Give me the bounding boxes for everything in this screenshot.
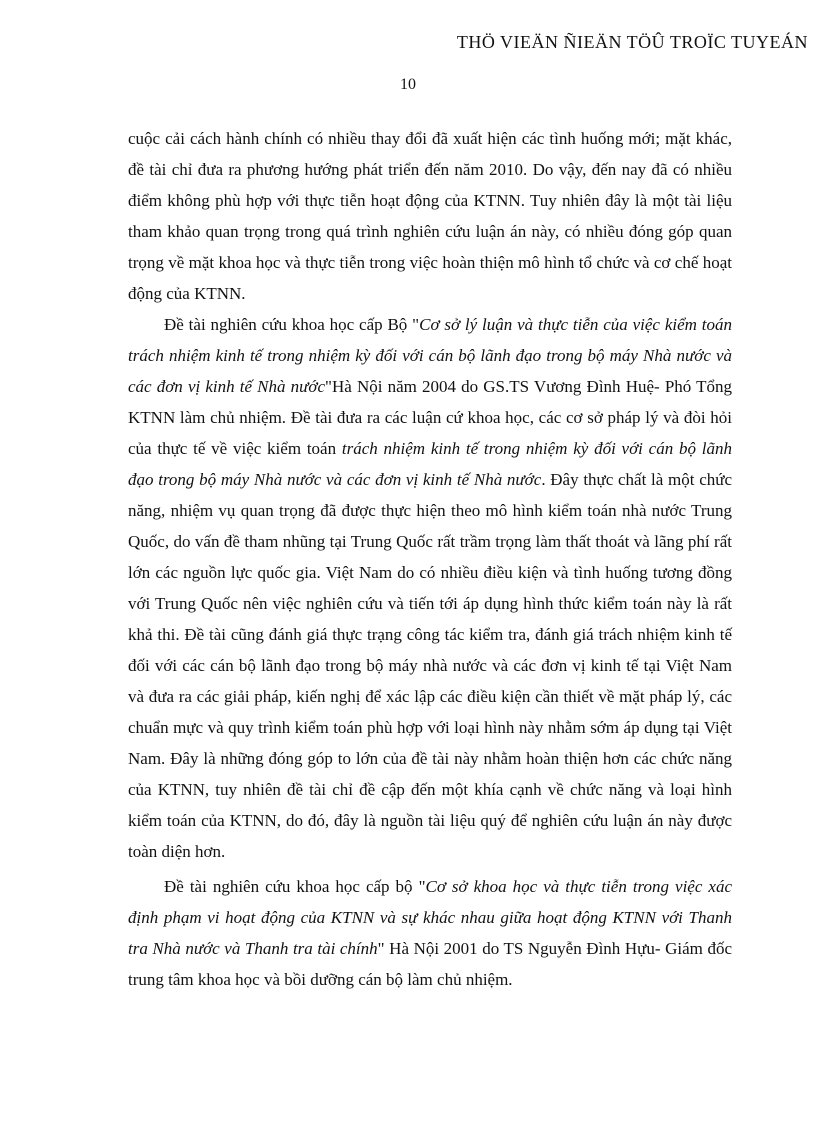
page-number: 10 [400, 76, 416, 93]
text-run: Đề tài nghiên cứu khoa học cấp bộ " [164, 877, 426, 896]
text-run: cuộc cải cách hành chính có nhiều thay đổi đã xuất hiện các tình huống mới; mặt khác, đề tài chỉ đưa ra phương hướng phát triển đến năm 2010. Do vậy, đến nay đã có nhiều điểm không phù hợp với thực tiễn hoạt động của KTNN. Tuy nhiên đây là một tài liệu tham khảo quan trọng trong quá trình nghiên cứu luận án này, có nhiều đóng góp quan trọng về mặt khoa học và thực tiễn trong việc hoàn thiện mô hình tổ chức và cơ chế hoạt động của KTNN. [128, 129, 732, 303]
italic-title: Cơ sở lý luận và thực tiễn của việc kiểm toán trách nhiệm kinh tế trong nhiệm kỳ đối với cán bộ lãnh đạo trong bộ máy Nhà nước và các đơn vị kinh tế Nhà nước [128, 315, 732, 396]
italic-title: Cơ sở khoa học và thực tiễn trong việc xác định phạm vi hoạt động của KTNN và sự khác nhau giữa hoạt động KTNN với Thanh tra Nhà nước và Thanh tra tài chính [128, 877, 732, 958]
italic-phrase: trách nhiệm kinh tế trong nhiệm kỳ đối với cán bộ lãnh đạo trong bộ máy Nhà nước và các đơn vị kinh tế Nhà nước [128, 439, 732, 489]
body-text [128, 123, 732, 995]
paragraph-2 [128, 309, 732, 867]
text-run: "Hà Nội năm 2004 do GS.TS Vương Đình Huệ- Phó Tổng KTNN làm chủ nhiệm. Đề tài đưa ra các luận cứ khoa học, các cơ sở pháp lý và đòi hỏi của thực tế về việc kiểm toán [128, 377, 732, 458]
paragraph-1 [128, 123, 732, 309]
text-run: . Đây thực chất là một chức năng, nhiệm vụ quan trọng đã được thực hiện theo mô hình kiểm toán nhà nước Trung Quốc, do vấn đề tham nhũng tại Trung Quốc rất trầm trọng làm thất thoát và lãng phí rất lớn các nguồn lực quốc gia. Việt Nam do có nhiều điều kiện và tình huống tương đồng với Trung Quốc nên việc nghiên cứu và tiến tới áp dụng hình thức kiểm toán này là rất khả thi. Đề tài cũng đánh giá thực trạng công tác kiểm tra, đánh giá trách nhiệm kinh tế đối với các cán bộ lãnh đạo trong bộ máy nhà nước và các đơn vị kinh tế tại Việt Nam và đưa ra các giải pháp, kiến nghị để xác lập các điều kiện cần thiết về mặt pháp lý, các chuẩn mực và quy trình kiểm toán phù hợp với loại hình này nhằm sớm áp dụng tại Việt Nam. Đây là những đóng góp to lớn của đề tài này nhằm hoàn thiện hơn các chức năng của KTNN, tuy nhiên đề tài chỉ đề cập đến một khía cạnh về chức năng và loại hình kiểm toán của KTNN, do đó, đây là nguồn tài liệu quý để nghiên cứu luận án này được toàn diện hơn. [128, 470, 732, 861]
text-run: Đề tài nghiên cứu khoa học cấp Bộ " [164, 315, 420, 334]
paragraph-3 [128, 871, 732, 995]
text-run: " Hà Nội 2001 do TS Nguyễn Đình Hựu- Giám đốc trung tâm khoa học và bồi dưỡng cán bộ làm chủ nhiệm. [128, 939, 732, 989]
running-header: THÖ VIEÄN ÑIEÄN TÖÛ TROÏC TUYEÁN [456, 32, 808, 52]
